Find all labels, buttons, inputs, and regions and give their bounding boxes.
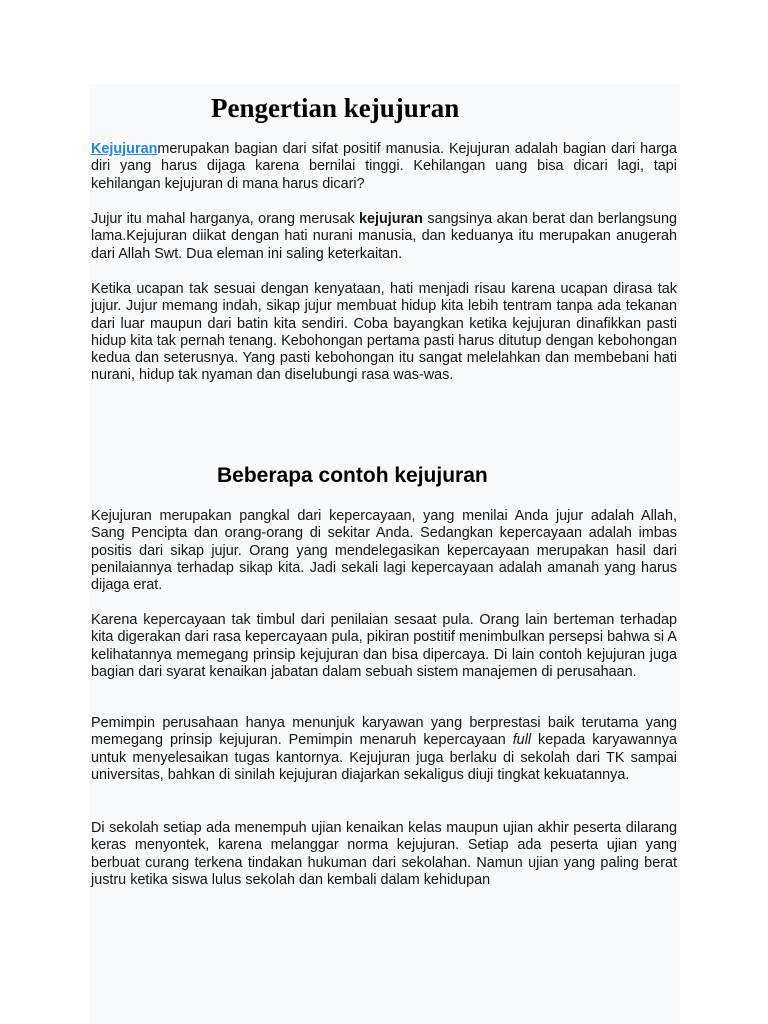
heading-contoh: Beberapa contoh kejujuran (217, 464, 488, 487)
paragraph-4: Kejujuran merupakan pangkal dari kepercayaan, yang menilai Anda jujur adalah Allah, Sang Pencipta dan orang-orang di sekitar Anda. Sedangkan kepercayaan adalah imbas positis dari sikap jujur. Orang yang mendelegasikan kepercayaan merupakan hasil dari penilaiannya terhadap sikap kita. Jadi sekali lagi kepercayaan adalah amanah yang harus dijaga erat. (91, 508, 677, 594)
kejujuran-link[interactable]: Kejujuran (91, 141, 158, 157)
paragraph-1-text: merupakan bagian dari sifat positif manusia. Kejujuran adalah bagian dari harga diri yang harus dijaga karena bernilai tinggi. Kehilangan uang bisa dicari lagi, tapi kehilangan kejujuran di mana harus dicari? (91, 141, 677, 192)
paragraph-2-after: sangsinya akan berat dan berlangsung lama.Kejujuran diikat dengan hati nurani manusia, dan keduanya itu merupakan anugerah dari Allah Swt. Dua eleman ini saling keterkaitan. (91, 211, 677, 262)
paragraph-3: Ketika ucapan tak sesuai dengan kenyataan, hati menjadi risau karena ucapan dirasa tak jujur. Jujur memang indah, sikap jujur membuat hidup kita lebih tentram tanpa ada tekanan dari luar maupun dari batin kita sendiri. Coba bayangkan ketika kejujuran dinafikkan pasti hidup kita tak pernah tenang. Kebohongan pertama pasti harus ditutup dengan kebohongan kedua dan seterusnya. Yang pasti kebohongan itu sangat melelahkan dan membebani hati nurani, hidup tak nyaman dan diselubungi rasa was-was. (91, 281, 677, 384)
paragraph-6-after: kepada karyawannya untuk menyelesaikan tugas kantornya. Kejujuran juga berlaku di sekolah dari TK sampai universitas, bahkan di sinilah kejujuran diajarkan sekaligus diuji tingkat kekuatannya. (91, 732, 678, 783)
paragraph-1 (91, 141, 677, 193)
paragraph-2-bold: kejujuran (358, 211, 423, 227)
paragraph-6-before: Pemimpin perusahaan hanya menunjuk karyawan yang berprestasi baik terutama yang memegang prinsip kejujuran. Pemimpin menaruh kepercayaan (91, 715, 677, 749)
paragraph-5: Karena kepercayaan tak timbul dari penilaian sesaat pula. Orang lain berteman terhadap kita digerakan dari rasa kepercayaan pula, pikiran postitif menimbulkan persepsi bahwa si A kelihatannya memegang prinsip kejujuran dan bisa dipercaya. Di lain contoh kejujuran juga bagian dari syarat kenaikan jabatan dalam sebuah sistem manajemen di perusahaan. (91, 612, 677, 680)
paragraph-6-italic: full (512, 732, 532, 749)
paragraph-7: Di sekolah setiap ada menempuh ujian kenaikan kelas maupun ujian akhir peserta dilarang keras menyontek, karena melanggar norma kejujuran. Setiap ada peserta ujian yang berbuat curang terkena tindakan hukuman dari sekolahan. Namun ujian yang paling berat justru ketika siswa lulus sekolah dan kembali dalam kehidupan (91, 820, 677, 888)
heading-pengertian: Pengertian kejujuran (211, 93, 460, 123)
paragraph-2-before: Jujur itu mahal harganya, orang merusak (91, 211, 359, 227)
paragraph-6 (91, 715, 677, 784)
paragraph-2 (91, 211, 677, 263)
